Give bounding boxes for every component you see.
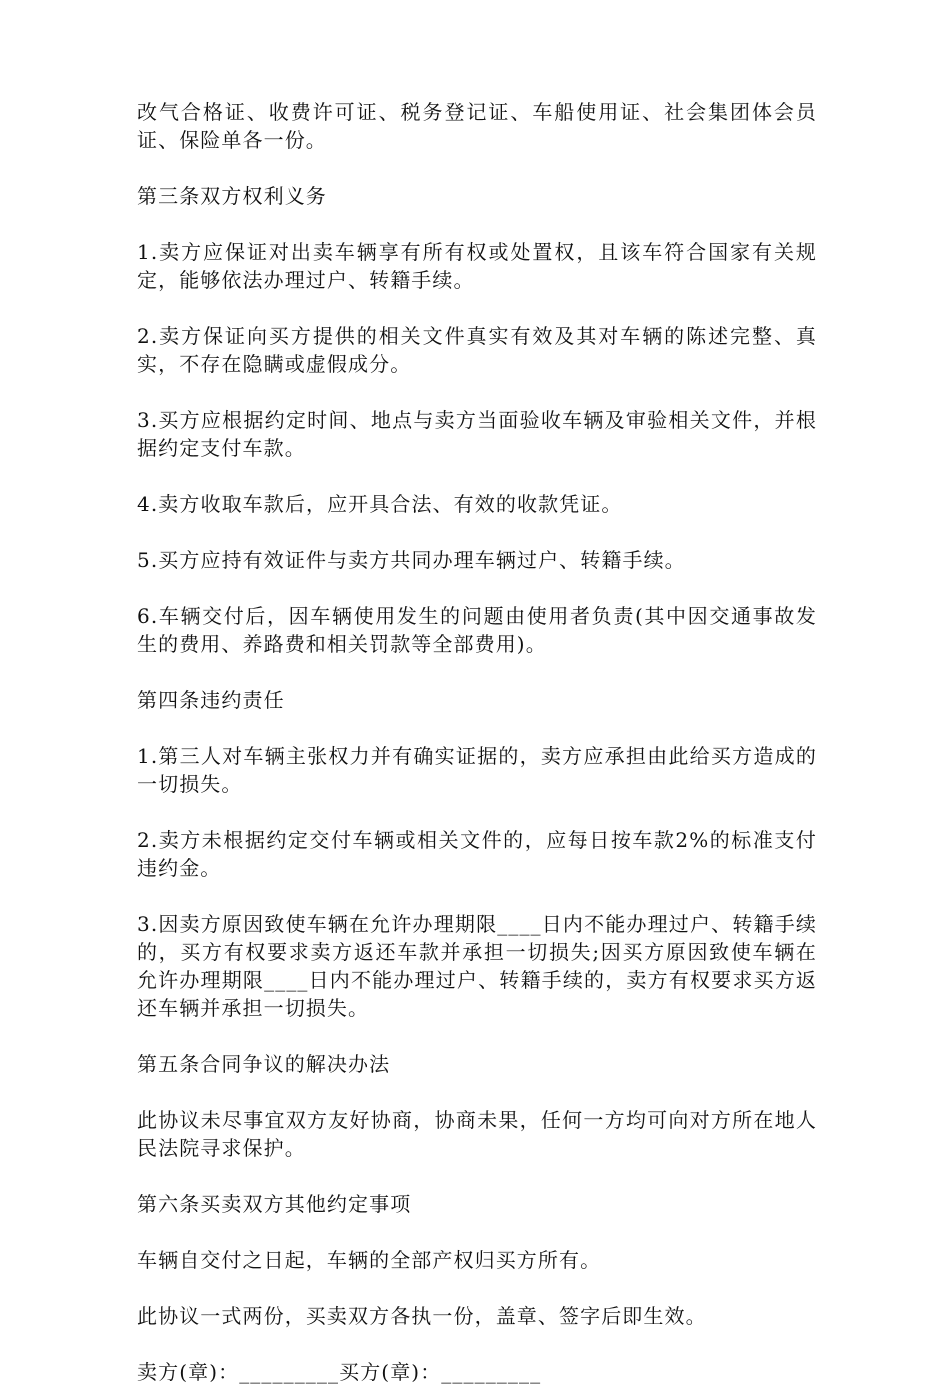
clause-3-1: 1.卖方应保证对出卖车辆享有所有权或处置权，且该车符合国家有关规定，能够依法办理过户、转籍手续。 bbox=[137, 240, 817, 292]
clause-3-2: 2.卖方保证向买方提供的相关文件真实有效及其对车辆的陈述完整、真实，不存在隐瞒或虚假成分。 bbox=[137, 324, 817, 376]
signature-line: 卖方(章)：_________买方(章)：_________ bbox=[137, 1360, 542, 1384]
clause-5-text: 此协议未尽事宜双方友好协商，协商未果，任何一方均可向对方所在地人民法院寻求保护。 bbox=[137, 1108, 817, 1160]
clause-4-1: 1.第三人对车辆主张权力并有确实证据的，卖方应承担由此给买方造成的一切损失。 bbox=[137, 744, 817, 796]
clause-3-4: 4.卖方收取车款后，应开具合法、有效的收款凭证。 bbox=[137, 492, 623, 516]
clause-3-3: 3.买方应根据约定时间、地点与卖方当面验收车辆及审验相关文件，并根据约定支付车款。 bbox=[137, 408, 817, 460]
clause-4-2: 2.卖方未根据约定交付车辆或相关文件的，应每日按车款2%的标准支付违约金。 bbox=[137, 828, 817, 880]
copies-clause: 此协议一式两份，买卖双方各执一份，盖章、签字后即生效。 bbox=[137, 1304, 707, 1328]
clause-3-6: 6.车辆交付后，因车辆使用发生的问题由使用者负责(其中因交通事故发生的费用、养路费和相关罚款等全部费用)。 bbox=[137, 604, 817, 656]
heading-article-3: 第三条双方权利义务 bbox=[137, 184, 327, 208]
heading-article-5: 第五条合同争议的解决办法 bbox=[137, 1052, 391, 1076]
clause-4-3: 3.因卖方原因致使车辆在允许办理期限____日内不能办理过户、转籍手续的，买方有权要求卖方返还车款并承担一切损失;因买方原因致使车辆在允许办理期限____日内不能办理过户、转籍手续的，卖方有权要求买方返还车辆并承担一切损失。 bbox=[137, 912, 817, 1020]
clause-6-text: 车辆自交付之日起，车辆的全部产权归买方所有。 bbox=[137, 1248, 602, 1272]
document-body bbox=[137, 98, 817, 1386]
clause-3-5: 5.买方应持有效证件与卖方共同办理车辆过户、转籍手续。 bbox=[137, 548, 686, 572]
heading-article-4: 第四条违约责任 bbox=[137, 688, 285, 712]
heading-article-6: 第六条买卖双方其他约定事项 bbox=[137, 1192, 412, 1216]
paragraph-certificates: 改气合格证、收费许可证、税务登记证、车船使用证、社会集团体会员证、保险单各一份。 bbox=[137, 100, 817, 152]
